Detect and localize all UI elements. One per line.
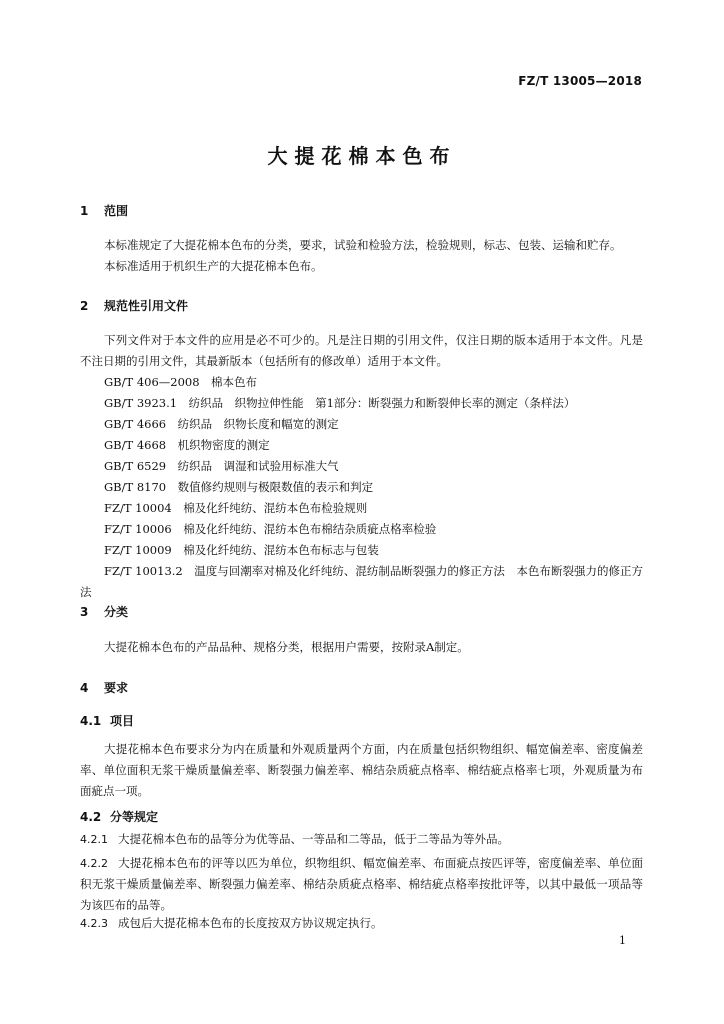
section-4-heading bbox=[80, 679, 128, 696]
section-number: 4.2 bbox=[80, 810, 102, 824]
page-number: 1 bbox=[619, 934, 626, 947]
clause-4-2-1 bbox=[80, 829, 643, 850]
clause-text: 成包后大提花棉本色布的长度按双方协议规定执行。 bbox=[118, 916, 383, 930]
section-4-1-para: 大提花棉本色布要求分为内在质量和外观质量两个方面，内在质量包括织物组织、幅宽偏差率、密度偏差率、单位面积无浆干燥质量偏差率、断裂强力偏差率、棉结杂质疵点格率、棉结疵点格率七项，外观质量为布面疵点一项。 bbox=[80, 742, 643, 798]
section-title: 项目 bbox=[110, 714, 135, 728]
section-number: 1 bbox=[80, 204, 89, 218]
section-1-heading bbox=[80, 202, 128, 219]
clause-number: 4.2.1 bbox=[80, 833, 108, 846]
clause-4-2-2 bbox=[80, 853, 643, 916]
reference-item-last: FZ/T 10013.2 温度与回潮率对棉及化纤纯纺、混纺制品断裂强力的修正方法 本色布断裂强力的修正方法 bbox=[80, 564, 643, 599]
reference-item: GB/T 8170 数值修约规则与极限数值的表示和判定 bbox=[104, 480, 374, 494]
section-2-intro: 下列文件对于本文件的应用是必不可少的。凡是注日期的引用文件，仅注日期的版本适用于本文件。凡是不注日期的引用文件，其最新版本（包括所有的修改单）适用于本文件。 bbox=[80, 333, 643, 368]
section-3-para: 大提花棉本色布的产品品种、规格分类，根据用户需要，按附录A制定。 bbox=[104, 640, 469, 654]
clause-text: 大提花棉本色布的评等以匹为单位，织物组织、幅宽偏差率、布面疵点按匹评等，密度偏差率、单位面积无浆干燥质量偏差率、断裂强力偏差率、棉结杂质疵点格率、棉结疵点格率按批评等，以其中最低一项品等为该匹布的品等。 bbox=[80, 856, 643, 912]
reference-item: GB/T 406—2008 棉本色布 bbox=[104, 375, 258, 389]
standard-number: FZ/T 13005—2018 bbox=[518, 74, 642, 88]
section-1-para-1: 本标准规定了大提花棉本色布的分类，要求，试验和检验方法，检验规则，标志、包装、运输和贮存。 bbox=[104, 238, 622, 252]
clause-number: 4.2.2 bbox=[80, 857, 108, 870]
section-number: 4 bbox=[80, 681, 89, 695]
reference-item: GB/T 6529 纺织品 调湿和试验用标准大气 bbox=[104, 459, 339, 473]
section-title: 分类 bbox=[104, 605, 129, 619]
reference-item: GB/T 4668 机织物密度的测定 bbox=[104, 438, 270, 452]
section-number: 3 bbox=[80, 605, 89, 619]
reference-item: FZ/T 10009 棉及化纤纯纺、混纺本色布标志与包装 bbox=[104, 543, 379, 557]
section-title: 规范性引用文件 bbox=[104, 299, 189, 313]
section-number: 4.1 bbox=[80, 714, 102, 728]
section-1-para-2: 本标准适用于机织生产的大提花棉本色布。 bbox=[104, 259, 323, 273]
clause-text: 大提花棉本色布的品等分为优等品、一等品和二等品，低于二等品为等外品。 bbox=[118, 832, 509, 846]
clause-number: 4.2.3 bbox=[80, 917, 108, 930]
reference-item: FZ/T 10004 棉及化纤纯纺、混纺本色布检验规则 bbox=[104, 501, 368, 515]
document-title: 大提花棉本色布 bbox=[267, 144, 457, 168]
section-title: 范围 bbox=[104, 204, 129, 218]
section-number: 2 bbox=[80, 299, 89, 313]
reference-item: FZ/T 10006 棉及化纤纯纺、混纺本色布棉结杂质疵点格率检验 bbox=[104, 522, 437, 536]
section-4-2-heading bbox=[80, 808, 158, 825]
section-4-1-heading bbox=[80, 712, 134, 729]
section-2-heading bbox=[80, 297, 188, 314]
reference-item: GB/T 4666 纺织品 织物长度和幅宽的测定 bbox=[104, 417, 339, 431]
section-3-heading bbox=[80, 603, 128, 620]
reference-item: GB/T 3923.1 纺织品 织物拉伸性能 第1部分：断裂强力和断裂伸长率的测定（条样法） bbox=[104, 396, 576, 410]
section-title: 要求 bbox=[104, 681, 129, 695]
section-title: 分等规定 bbox=[110, 810, 159, 824]
clause-4-2-3 bbox=[80, 913, 643, 934]
